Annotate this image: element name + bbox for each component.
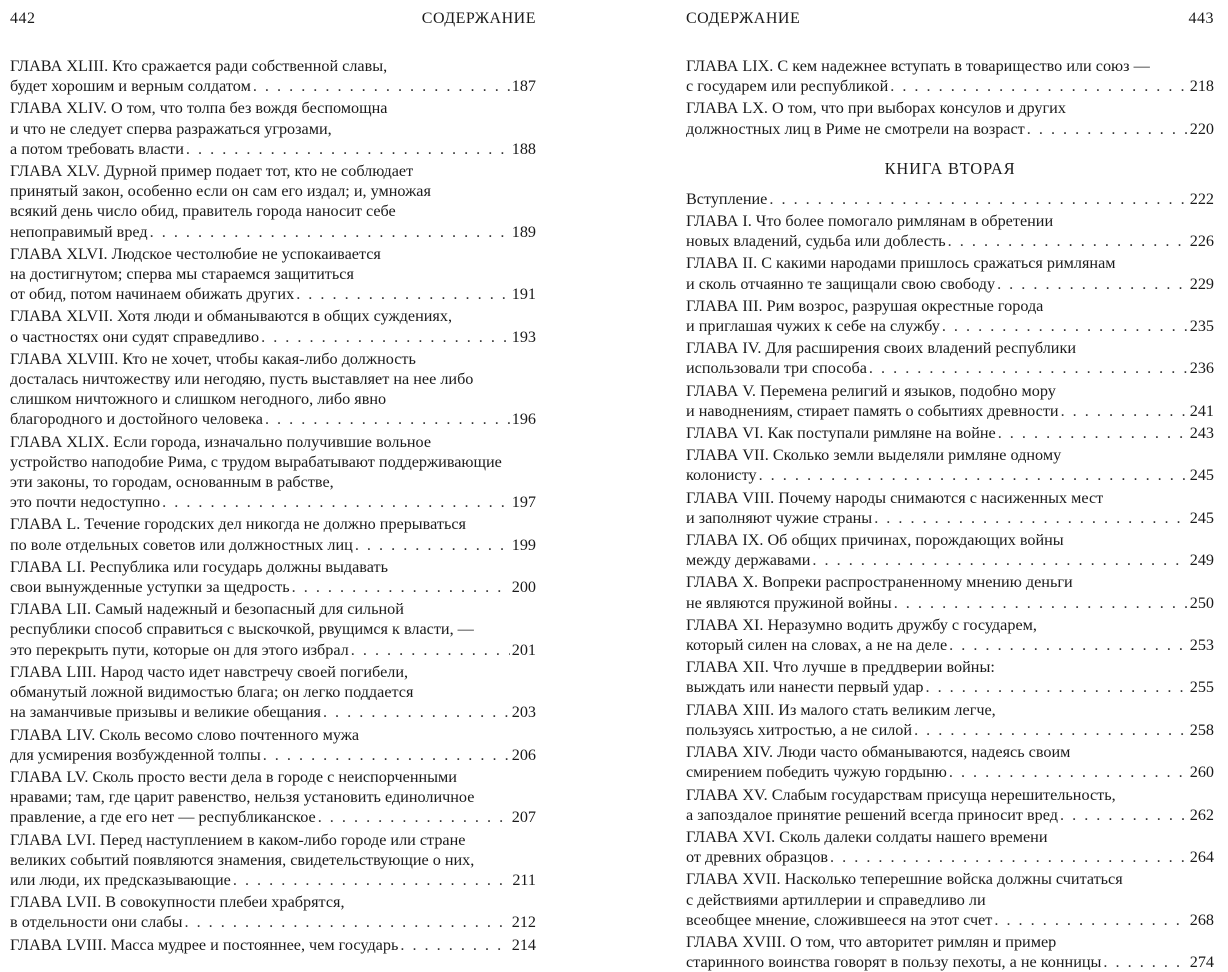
toc-entry-last-line <box>686 401 1214 421</box>
toc-entry-text: и сколь отчаянно те защищали свою свободу <box>686 274 996 293</box>
toc-entry-text: ГЛАВА XLVI. Людское честолюбие не успокаивается <box>10 244 381 263</box>
toc-entry-text: ГЛАВА XV. Слабым государствам присуща нерешительность, <box>686 785 1116 804</box>
dot-leader <box>186 139 510 159</box>
toc-entry-text: ГЛАВА XIII. Из малого стать великим легче, <box>686 700 996 719</box>
toc-entry-text: ГЛАВА IV. Для расширения своих владений республики <box>686 339 1076 358</box>
toc-page-number: 243 <box>1189 424 1214 443</box>
toc-page-number: 235 <box>1189 317 1214 336</box>
toc-entry <box>10 98 536 159</box>
toc-entry-text: ГЛАВА XVII. Насколько теперешние войска должны считаться <box>686 870 1123 889</box>
toc-entry-last-line <box>686 465 1214 485</box>
toc-entry-text: между державами <box>686 551 811 570</box>
toc-entry <box>686 56 1214 96</box>
toc-entry-last-line <box>10 327 536 347</box>
toc-entry <box>10 56 536 96</box>
toc-entry <box>10 306 536 346</box>
toc-entry-text: ГЛАВА III. Рим возрос, разрушая окрестные города <box>686 296 1044 315</box>
toc-entry-text: старинного воинства говорят в пользу пехоты, а не конницы <box>686 953 1102 972</box>
toc-entry <box>686 488 1214 528</box>
dot-leader <box>994 910 1187 930</box>
toc-entry-text: ГЛАВА VIII. Почему народы снимаются с насиженных мест <box>686 488 1104 507</box>
toc-entry-last-line <box>686 508 1214 528</box>
toc-entry-text: это перекрыть пути, которые он для этого избрал <box>10 640 349 659</box>
toc-list-left <box>10 56 536 955</box>
toc-entry-last-line <box>686 952 1214 972</box>
toc-entry-last-line <box>686 847 1214 867</box>
toc-entry <box>686 189 1214 209</box>
toc-page-number: 268 <box>1189 910 1214 929</box>
dot-leader <box>997 274 1188 294</box>
toc-entry-text: ГЛАВА IX. Об общих причинах, порождающих войны <box>686 531 1064 550</box>
toc-entry-text: ГЛАВА XLIII. Кто сражается ради собственной славы, <box>10 57 388 75</box>
toc-entry-last-line <box>686 550 1214 570</box>
toc-page-number: 274 <box>1189 953 1214 972</box>
toc-entry <box>10 349 536 430</box>
toc-entry-text: эти законы, то городам, основанным в рабстве, <box>10 473 334 492</box>
toc-entry <box>686 932 1214 972</box>
toc-entry-last-line <box>10 139 536 159</box>
dot-leader <box>265 409 510 429</box>
running-head-right <box>686 10 1214 36</box>
toc-entry-last-line <box>10 535 536 555</box>
toc-list-right-bottom <box>686 189 1214 972</box>
toc-entry-text: ГЛАВА XLVII. Хотя люди и обманываются в общих суждениях, <box>10 307 453 326</box>
dot-leader <box>150 222 510 242</box>
toc-entry-text: ГЛАВА LVI. Перед наступлением в каком-либо городе или стране <box>10 830 466 849</box>
toc-entry <box>686 338 1214 378</box>
toc-entry-last-line <box>686 274 1214 294</box>
toc-entry-text: новых владений, судьба или доблесть <box>686 232 946 251</box>
toc-entry-text: республики способ справиться с выскочкой, рвущимся к власти, — <box>10 620 474 639</box>
toc-page-number: 207 <box>511 808 536 827</box>
toc-page-number: 264 <box>1189 848 1214 867</box>
toc-entry-text: выждать или нанести первый удар <box>686 678 924 697</box>
toc-entry-text: ГЛАВА LVIII. Масса мудрее и постояннее, чем государь <box>10 935 399 954</box>
toc-entry <box>686 530 1214 570</box>
toc-entry-text: ГЛАВА I. Что более помогало римлянам в обретении <box>686 212 1054 231</box>
toc-page-number: 222 <box>1189 189 1214 208</box>
toc-entry-text: ГЛАВА XI. Неразумно водить дружбу с государем, <box>686 615 1037 634</box>
toc-page-number: 262 <box>1189 805 1214 824</box>
toc-entry-text: ГЛАВА XLIX. Если города, изначально получившие вольное <box>10 432 432 451</box>
dot-leader <box>890 76 1187 96</box>
toc-entry <box>686 785 1214 825</box>
dot-leader <box>323 702 510 722</box>
toc-entry <box>10 935 536 955</box>
toc-page-number: 193 <box>511 327 536 346</box>
toc-entry-last-line <box>686 358 1214 378</box>
toc-entry-text: свои вынужденные уступки за щедрость <box>10 578 290 597</box>
toc-entry <box>686 615 1214 655</box>
dot-leader <box>1061 401 1188 421</box>
toc-entry <box>10 557 536 597</box>
toc-entry-text: для усмирения возбужденной толпы <box>10 745 261 764</box>
toc-entry-text: ГЛАВА LVII. В совокупности плебеи храбрятся, <box>10 893 345 912</box>
toc-entry-text: досталась ничтожеству или негодяю, пусть выставляет на нее либо <box>10 370 474 389</box>
toc-page-number: 196 <box>511 410 536 429</box>
dot-leader <box>1103 952 1187 972</box>
toc-entry-last-line <box>686 635 1214 655</box>
toc-page-number: 201 <box>511 640 536 659</box>
toc-entry-text: принятый закон, особенно если он сам его издал; и, умножая <box>10 182 431 201</box>
toc-entry-text: устройство наподобие Рима, с трудом вырабатывают поддерживающие <box>10 452 502 471</box>
toc-entry-text: использовали три способа <box>686 359 867 378</box>
toc-entry-last-line <box>10 870 536 890</box>
toc-entry-text: ГЛАВА XII. Что лучше в преддверии войны: <box>686 658 995 677</box>
dot-leader <box>948 231 1188 251</box>
toc-page-number: 200 <box>511 578 536 597</box>
toc-page-number: 203 <box>511 703 536 722</box>
toc-entry-text: от обид, потом начинаем обижать других <box>10 285 295 304</box>
running-title: СОДЕРЖАНИЕ <box>421 10 536 27</box>
toc-page-number: 250 <box>1189 593 1214 612</box>
toc-entry-text: нравами; там, где царит равенство, нельзя установить единоличное <box>10 788 475 807</box>
toc-page-number: 236 <box>1189 359 1214 378</box>
toc-entry-text: великих событий появляются знамения, свидетельствующие о них, <box>10 850 475 869</box>
dot-leader <box>184 912 509 932</box>
toc-entry-text: ГЛАВА LIV. Сколь весомо слово почтенного мужа <box>10 725 360 744</box>
dot-leader <box>769 189 1187 209</box>
toc-entry <box>686 742 1214 782</box>
dot-leader <box>949 635 1188 655</box>
toc-entry <box>686 211 1214 251</box>
toc-entry-text: ГЛАВА LI. Республика или государь должны выдавать <box>10 557 388 576</box>
toc-entry-text: обманутый ложной видимостью блага; он легко поддается <box>10 683 414 702</box>
toc-entry-text: ГЛАВА XVIII. О том, что авторитет римлян и пример <box>686 932 1057 951</box>
toc-entry-text: всеобщее мнение, сложившееся на этот счет <box>686 910 993 929</box>
toc-page-number: 253 <box>1189 636 1214 655</box>
toc-entry-text: ГЛАВА LII. Самый надежный и безопасный для сильной <box>10 600 404 619</box>
toc-entry-last-line <box>686 231 1214 251</box>
toc-entry <box>686 381 1214 421</box>
dot-leader <box>942 316 1188 336</box>
toc-entry-text: ГЛАВА II. С какими народами пришлось сражаться римлянам <box>686 254 1116 273</box>
toc-entry-last-line <box>686 805 1214 825</box>
dot-leader <box>812 550 1187 570</box>
toc-entry <box>10 432 536 513</box>
dot-leader <box>296 284 510 304</box>
toc-page-number: 191 <box>511 285 536 304</box>
toc-entry-last-line <box>10 702 536 722</box>
toc-entry-text: ГЛАВА L. Течение городских дел никогда не должно прерываться <box>10 515 466 534</box>
toc-entry-text: ГЛАВА XIV. Люди часто обманываются, надеясь своим <box>686 743 1071 762</box>
dot-leader <box>759 465 1188 485</box>
toc-entry <box>10 725 536 765</box>
toc-page-number: 255 <box>1189 678 1214 697</box>
toc-page-number: 245 <box>1189 466 1214 485</box>
dot-leader <box>1060 805 1188 825</box>
toc-entry-text: на достигнутом; сперва мы стараемся защититься <box>10 265 354 284</box>
dot-leader <box>292 577 510 597</box>
toc-entry-text: это почти недоступно <box>10 493 161 512</box>
page-number: 443 <box>1188 10 1214 27</box>
toc-entry-text: ГЛАВА LIII. Народ часто идет навстречу своей погибели, <box>10 662 409 681</box>
toc-entry <box>10 830 536 891</box>
toc-entry-last-line <box>10 222 536 242</box>
toc-entry <box>686 572 1214 612</box>
dot-leader <box>261 327 510 347</box>
toc-entry-text: ГЛАВА XLIV. О том, что толпа без вождя беспомощна <box>10 99 388 118</box>
toc-page-number: 189 <box>511 222 536 241</box>
toc-entry-text: ГЛАВА XLV. Дурной пример подает тот, кто не соблюдает <box>10 162 414 181</box>
toc-page-number: 218 <box>1189 77 1214 96</box>
toc-entry-last-line <box>686 720 1214 740</box>
toc-entry-text: ГЛАВА LIX. С кем надежнее вступать в товарищество или союз — <box>686 57 1150 75</box>
toc-page-number: 229 <box>1189 274 1214 293</box>
toc-entry <box>10 767 536 828</box>
toc-entry-text: ГЛАВА X. Вопреки распространенному мнению деньги <box>686 573 1073 592</box>
toc-entry-text: ГЛАВА LV. Сколь просто вести дела в городе с неиспорченными <box>10 767 457 786</box>
toc-page-number: 245 <box>1189 508 1214 527</box>
toc-entry-last-line <box>10 284 536 304</box>
toc-entry <box>10 892 536 932</box>
page-number: 442 <box>10 10 36 27</box>
toc-entry-text: который силен на словах, а не на деле <box>686 636 948 655</box>
running-title: СОДЕРЖАНИЕ <box>686 10 801 27</box>
toc-entry-last-line <box>10 492 536 512</box>
toc-entry-text: ГЛАВА VII. Сколько земли выделяли римляне одному <box>686 446 1062 465</box>
toc-page-number: 249 <box>1189 551 1214 570</box>
toc-entry-text: с действиями артиллерии и справедливо ли <box>686 890 986 909</box>
toc-entry <box>10 244 536 305</box>
toc-entry-text: о частностях они судят справедливо <box>10 327 260 346</box>
dot-leader <box>894 593 1188 613</box>
toc-entry-text: пользуясь хитростью, а не силой <box>686 720 913 739</box>
dot-leader <box>400 935 509 955</box>
toc-entry-text: слишком ничтожного и слишком негодного, либо явно <box>10 390 387 409</box>
toc-entry-text: или люди, их предсказывающие <box>10 870 231 889</box>
toc-entry-last-line <box>686 593 1214 613</box>
toc-entry-text: и заполняют чужие страны <box>686 508 873 527</box>
toc-entry <box>686 445 1214 485</box>
toc-page-number: 220 <box>1189 119 1214 138</box>
toc-entry-text: и наводнениям, стирает память о событиях древности <box>686 401 1059 420</box>
toc-entry-text: ГЛАВА LX. О том, что при выборах консулов и других <box>686 99 1066 118</box>
toc-entry <box>686 423 1214 443</box>
toc-entry-text: благородного и достойного человека <box>10 410 263 429</box>
toc-page-number: 260 <box>1189 763 1214 782</box>
toc-entry-last-line <box>10 640 536 660</box>
toc-entry <box>10 161 536 242</box>
toc-entry-last-line <box>686 677 1214 697</box>
toc-entry-text: ГЛАВА XVI. Сколь далеки солдаты нашего времени <box>686 827 1048 846</box>
toc-entry-text: с государем или республикой <box>686 77 889 96</box>
dot-leader <box>874 508 1188 528</box>
dot-leader <box>263 745 510 765</box>
dot-leader <box>355 535 510 555</box>
toc-entry-last-line <box>686 762 1214 782</box>
toc-entry <box>10 662 536 723</box>
dot-leader <box>914 720 1188 740</box>
toc-entry <box>686 700 1214 740</box>
toc-page-number: 241 <box>1189 401 1214 420</box>
toc-entry-last-line <box>10 745 536 765</box>
toc-entry-text: в отдельности они слабы <box>10 913 183 932</box>
dot-leader <box>925 677 1187 697</box>
toc-entry-text: и приглашая чужих к себе на службу <box>686 317 940 336</box>
toc-entry-last-line <box>686 910 1214 930</box>
toc-entry-text: а запоздалое принятие решений всегда приносит вред <box>686 805 1058 824</box>
dot-leader <box>253 76 510 96</box>
toc-entry-text: смирением победить чужую гордыню <box>686 763 947 782</box>
toc-entry-last-line <box>686 189 1214 209</box>
dot-leader <box>830 847 1188 867</box>
toc-entry-last-line <box>686 119 1214 139</box>
toc-entry <box>686 98 1214 138</box>
toc-list-right-top <box>686 56 1214 139</box>
running-head-left <box>10 10 536 36</box>
toc-entry-text: ГЛАВА V. Перемена религий и языков, подобно мору <box>686 381 1056 400</box>
toc-entry <box>10 599 536 660</box>
toc-entry-last-line <box>10 409 536 429</box>
dot-leader <box>1027 119 1188 139</box>
toc-entry <box>686 869 1214 930</box>
toc-entry-text: и что не следует сперва разражаться угрозами, <box>10 119 332 138</box>
toc-entry <box>10 514 536 554</box>
toc-page-number: 197 <box>511 493 536 512</box>
toc-entry-text: ГЛАВА VI. Как поступали римляне на войне <box>686 424 996 443</box>
toc-entry-last-line <box>686 423 1214 443</box>
toc-entry-last-line <box>10 807 536 827</box>
toc-entry-text: будет хорошим и верным солдатом <box>10 77 251 96</box>
toc-page-number: 206 <box>511 745 536 764</box>
toc-page-number: 187 <box>511 77 536 96</box>
dot-leader <box>233 870 510 890</box>
toc-entry-text: должностных лиц в Риме не смотрели на возраст <box>686 119 1025 138</box>
toc-entry-last-line <box>10 912 536 932</box>
toc-entry-text: Вступление <box>686 189 768 208</box>
toc-entry-last-line <box>10 935 536 955</box>
toc-page-number: 258 <box>1189 720 1214 739</box>
toc-entry <box>686 657 1214 697</box>
toc-page-number: 226 <box>1189 232 1214 251</box>
right-page <box>686 0 1214 972</box>
toc-entry-text: непоправимый вред <box>10 222 148 241</box>
toc-entry <box>686 827 1214 867</box>
toc-page-number: 214 <box>511 935 536 954</box>
toc-entry-text: на заманчивые призывы и великие обещания <box>10 703 321 722</box>
left-page <box>10 0 536 964</box>
toc-entry-text: а потом требовать власти <box>10 139 184 158</box>
toc-entry-last-line <box>686 76 1214 96</box>
toc-entry-text: колонисту <box>686 466 757 485</box>
toc-page-number: 188 <box>511 139 536 158</box>
toc-entry-last-line <box>10 577 536 597</box>
section-heading: КНИГА ВТОРАЯ <box>884 158 1016 178</box>
toc-entry-text: ГЛАВА XLVIII. Кто не хочет, чтобы какая-либо должность <box>10 349 416 368</box>
toc-page-number: 211 <box>512 870 536 889</box>
dot-leader <box>998 423 1188 443</box>
toc-entry-last-line <box>686 316 1214 336</box>
toc-entry-text: всякий день число обид, правитель города наносит себе <box>10 202 396 221</box>
dot-leader <box>351 640 510 660</box>
toc-entry-text: от древних образцов <box>686 848 829 867</box>
toc-entry <box>686 296 1214 336</box>
toc-entry <box>686 253 1214 293</box>
toc-entry-last-line <box>10 76 536 96</box>
dot-leader <box>869 358 1188 378</box>
toc-entry-text: не являются пружиной войны <box>686 593 892 612</box>
dot-leader <box>162 492 510 512</box>
toc-entry-text: по воле отдельных советов или должностных лиц <box>10 535 353 554</box>
toc-page-number: 212 <box>511 913 536 932</box>
toc-page-number: 199 <box>511 535 536 554</box>
dot-leader <box>949 762 1188 782</box>
dot-leader <box>318 807 510 827</box>
toc-entry-text: правление, а где его нет — республиканское <box>10 808 316 827</box>
